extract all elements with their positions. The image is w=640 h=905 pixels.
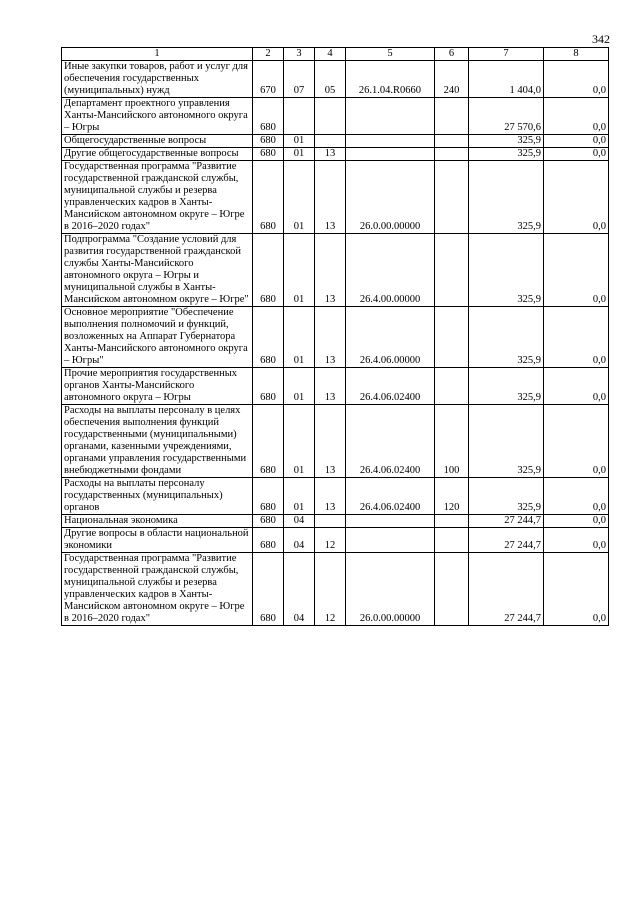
- amount-cell: 325,9: [469, 405, 544, 478]
- section-cell: 04: [284, 553, 315, 626]
- row-name-cell: Общегосударственные вопросы: [62, 135, 253, 148]
- expense-type-cell: [435, 528, 469, 553]
- amount-2-cell: 0,0: [544, 98, 609, 135]
- subsection-cell: 12: [315, 553, 346, 626]
- amount-cell: 325,9: [469, 478, 544, 515]
- budget-table: [61, 47, 609, 626]
- subsection-cell: 05: [315, 61, 346, 98]
- amount-cell: 325,9: [469, 368, 544, 405]
- amount-2-cell: 0,0: [544, 234, 609, 307]
- target-article-cell: [346, 148, 435, 161]
- subsection-cell: 13: [315, 368, 346, 405]
- expense-type-cell: [435, 553, 469, 626]
- ministry-code-cell: 680: [253, 148, 284, 161]
- row-name-cell: Национальная экономика: [62, 515, 253, 528]
- section-cell: 01: [284, 368, 315, 405]
- row-name-cell: Государственная программа "Развитие государственной гражданской службы, муниципальной службы и резерва управленческих кадров в Ханты-Мансийском автономном округе – Югре в 2016–2020 годах": [62, 553, 253, 626]
- table-row: [62, 528, 609, 553]
- subsection-cell: [315, 135, 346, 148]
- expense-type-cell: [435, 98, 469, 135]
- column-header: 1: [62, 48, 253, 61]
- amount-cell: 325,9: [469, 148, 544, 161]
- amount-2-cell: 0,0: [544, 61, 609, 98]
- subsection-cell: 12: [315, 528, 346, 553]
- target-article-cell: 26.4.06.00000: [346, 307, 435, 368]
- section-cell: 01: [284, 478, 315, 515]
- ministry-code-cell: 680: [253, 161, 284, 234]
- column-header: 7: [469, 48, 544, 61]
- subsection-cell: 13: [315, 307, 346, 368]
- table-row: [62, 515, 609, 528]
- target-article-cell: 26.4.06.02400: [346, 368, 435, 405]
- amount-2-cell: 0,0: [544, 368, 609, 405]
- amount-cell: 27 570,6: [469, 98, 544, 135]
- section-cell: [284, 98, 315, 135]
- amount-cell: 1 404,0: [469, 61, 544, 98]
- section-cell: 04: [284, 515, 315, 528]
- target-article-cell: 26.4.06.02400: [346, 478, 435, 515]
- table-row: [62, 307, 609, 368]
- amount-cell: 325,9: [469, 307, 544, 368]
- section-cell: 01: [284, 234, 315, 307]
- table-row: [62, 553, 609, 626]
- ministry-code-cell: 680: [253, 368, 284, 405]
- page-number: 342: [592, 32, 610, 46]
- target-article-cell: [346, 135, 435, 148]
- expense-type-cell: [435, 135, 469, 148]
- amount-2-cell: 0,0: [544, 161, 609, 234]
- expense-type-cell: 100: [435, 405, 469, 478]
- section-cell: 01: [284, 135, 315, 148]
- row-name-cell: Расходы на выплаты персоналу в целях обеспечения выполнения функций государственными (муниципальными) органами, казенными учреждениями, органами управления государственными внебюджетными фондами: [62, 405, 253, 478]
- subsection-cell: [315, 98, 346, 135]
- ministry-code-cell: 680: [253, 307, 284, 368]
- amount-cell: 325,9: [469, 234, 544, 307]
- row-name-cell: Другие общегосударственные вопросы: [62, 148, 253, 161]
- amount-2-cell: 0,0: [544, 307, 609, 368]
- amount-2-cell: 0,0: [544, 148, 609, 161]
- subsection-cell: 13: [315, 234, 346, 307]
- column-header: 6: [435, 48, 469, 61]
- table-header-row: [62, 48, 609, 61]
- amount-cell: 325,9: [469, 161, 544, 234]
- target-article-cell: 26.4.06.02400: [346, 405, 435, 478]
- ministry-code-cell: 680: [253, 515, 284, 528]
- subsection-cell: 13: [315, 148, 346, 161]
- amount-2-cell: 0,0: [544, 405, 609, 478]
- table-row: [62, 61, 609, 98]
- section-cell: 01: [284, 307, 315, 368]
- expense-type-cell: [435, 368, 469, 405]
- row-name-cell: Подпрограмма "Создание условий для развития государственной гражданской службы Ханты-Мансийского автономного округа – Югры и муниципальной службы в Ханты-Мансийском автономном округе – Югре": [62, 234, 253, 307]
- amount-2-cell: 0,0: [544, 515, 609, 528]
- row-name-cell: Прочие мероприятия государственных органов Ханты-Мансийского автономного округа – Югры: [62, 368, 253, 405]
- amount-2-cell: 0,0: [544, 135, 609, 148]
- ministry-code-cell: 680: [253, 478, 284, 515]
- ministry-code-cell: 680: [253, 234, 284, 307]
- section-cell: 07: [284, 61, 315, 98]
- table-row: [62, 161, 609, 234]
- row-name-cell: Основное мероприятие "Обеспечение выполнения полномочий и функций, возложенных на Аппарат Губернатора Ханты-Мансийского автономного округа – Югры": [62, 307, 253, 368]
- expense-type-cell: 240: [435, 61, 469, 98]
- expense-type-cell: [435, 148, 469, 161]
- subsection-cell: [315, 515, 346, 528]
- amount-cell: 27 244,7: [469, 528, 544, 553]
- ministry-code-cell: 680: [253, 98, 284, 135]
- amount-2-cell: 0,0: [544, 553, 609, 626]
- subsection-cell: 13: [315, 405, 346, 478]
- ministry-code-cell: 670: [253, 61, 284, 98]
- target-article-cell: 26.4.00.00000: [346, 234, 435, 307]
- amount-cell: 325,9: [469, 135, 544, 148]
- expense-type-cell: 120: [435, 478, 469, 515]
- target-article-cell: [346, 528, 435, 553]
- table-row: [62, 135, 609, 148]
- column-header: 2: [253, 48, 284, 61]
- section-cell: 01: [284, 148, 315, 161]
- column-header: 4: [315, 48, 346, 61]
- amount-2-cell: 0,0: [544, 528, 609, 553]
- column-header: 3: [284, 48, 315, 61]
- column-header: 5: [346, 48, 435, 61]
- ministry-code-cell: 680: [253, 405, 284, 478]
- expense-type-cell: [435, 307, 469, 368]
- section-cell: 01: [284, 405, 315, 478]
- section-cell: 04: [284, 528, 315, 553]
- table-row: [62, 98, 609, 135]
- row-name-cell: Государственная программа "Развитие государственной гражданской службы, муниципальной службы и резерва управленческих кадров в Ханты-Мансийском автономном округе – Югре в 2016–2020 годах": [62, 161, 253, 234]
- table-row: [62, 478, 609, 515]
- table-row: [62, 405, 609, 478]
- subsection-cell: 13: [315, 161, 346, 234]
- amount-2-cell: 0,0: [544, 478, 609, 515]
- table-row: [62, 148, 609, 161]
- ministry-code-cell: 680: [253, 135, 284, 148]
- row-name-cell: Другие вопросы в области национальной экономики: [62, 528, 253, 553]
- section-cell: 01: [284, 161, 315, 234]
- column-header: 8: [544, 48, 609, 61]
- table-row: [62, 368, 609, 405]
- target-article-cell: 26.0.00.00000: [346, 553, 435, 626]
- table-row: [62, 234, 609, 307]
- expense-type-cell: [435, 161, 469, 234]
- target-article-cell: [346, 515, 435, 528]
- target-article-cell: [346, 98, 435, 135]
- ministry-code-cell: 680: [253, 553, 284, 626]
- target-article-cell: 26.1.04.R0660: [346, 61, 435, 98]
- amount-cell: 27 244,7: [469, 515, 544, 528]
- ministry-code-cell: 680: [253, 528, 284, 553]
- subsection-cell: 13: [315, 478, 346, 515]
- row-name-cell: Иные закупки товаров, работ и услуг для обеспечения государственных (муниципальных) нужд: [62, 61, 253, 98]
- row-name-cell: Департамент проектного управления Ханты-Мансийского автономного округа – Югры: [62, 98, 253, 135]
- amount-cell: 27 244,7: [469, 553, 544, 626]
- row-name-cell: Расходы на выплаты персоналу государственных (муниципальных) органов: [62, 478, 253, 515]
- expense-type-cell: [435, 234, 469, 307]
- target-article-cell: 26.0.00.00000: [346, 161, 435, 234]
- expense-type-cell: [435, 515, 469, 528]
